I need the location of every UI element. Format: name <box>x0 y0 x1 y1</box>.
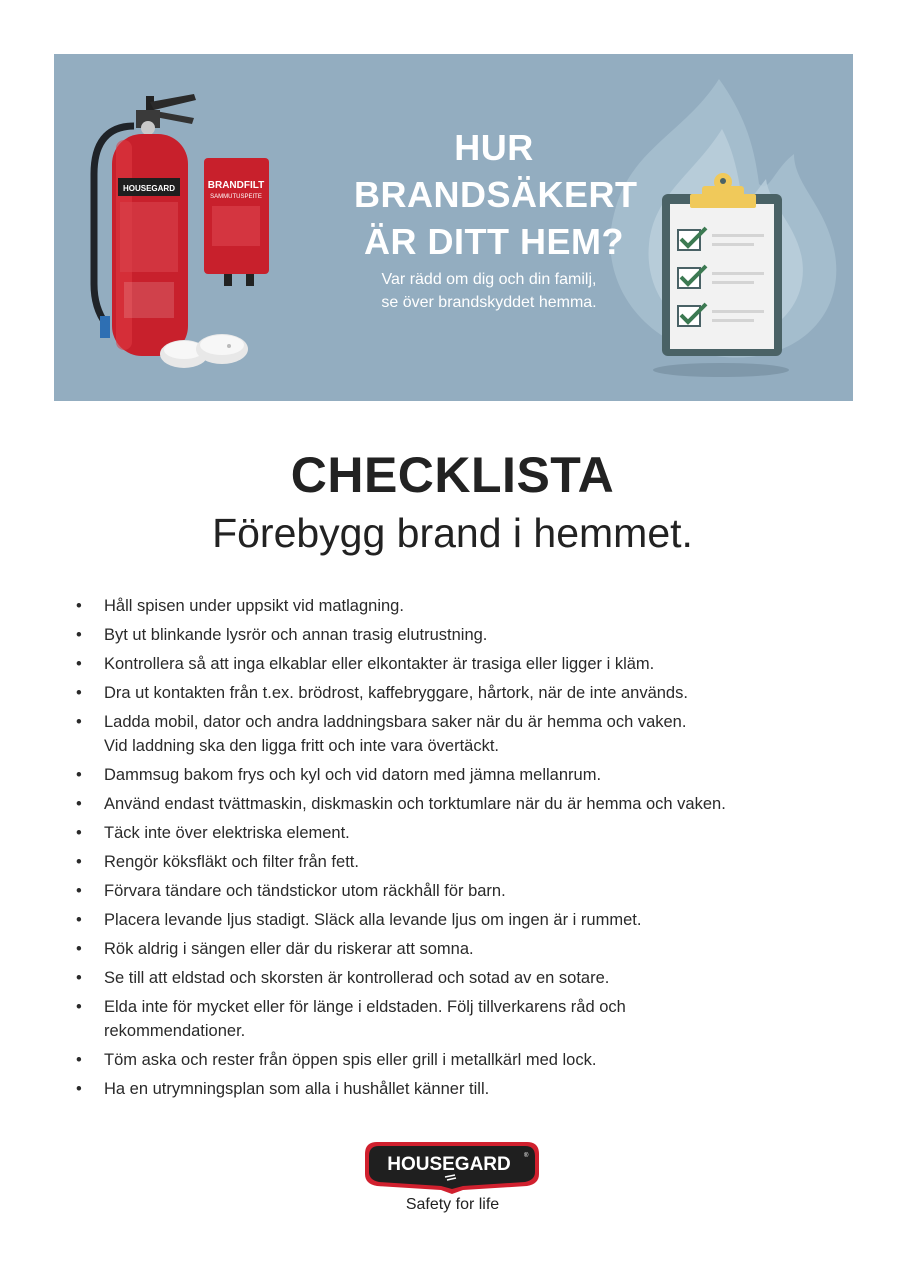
checklist-item-text: Täck inte över elektriska element. <box>104 824 350 842</box>
checklist-item <box>76 792 836 816</box>
subline-line: Var rädd om dig och din familj, <box>381 271 597 288</box>
bullet: • <box>76 940 82 958</box>
checklist-item-text: Dammsug bakom frys och kyl och vid datorn med jämna mellanrum. <box>104 766 602 784</box>
checklist-item <box>76 879 836 903</box>
bullet: • <box>76 597 82 615</box>
banner-subline <box>316 268 662 314</box>
checklist-item <box>76 652 836 676</box>
checklist-item-text: Kontrollera så att inga elkablar eller elkontakter är trasiga eller ligger i kläm. <box>104 655 655 673</box>
bullet: • <box>76 713 82 731</box>
checklist-item <box>76 995 836 1043</box>
bullet: • <box>76 766 82 784</box>
bullet: • <box>76 1051 82 1069</box>
checklist-item <box>76 821 836 845</box>
checklist-item <box>76 1077 836 1101</box>
checklist-item-text: Förvara tändare och tändstickor utom räckhåll för barn. <box>104 882 506 900</box>
checklist-item <box>76 681 836 705</box>
checklist-item-text: Vid laddning ska den ligga fritt och inte vara övertäckt. <box>104 737 500 755</box>
subline-line: se över brandskyddet hemma. <box>381 294 597 311</box>
svg-text:SAMMUTUSPEITE: SAMMUTUSPEITE <box>210 194 262 200</box>
checklist-item <box>76 1048 836 1072</box>
checklist-item-text: Elda inte för mycket eller för länge i eldstaden. Följ tillverkarens råd och <box>104 998 626 1016</box>
checklist-item-text: rekommendationer. <box>104 1022 246 1040</box>
logo-registered-mark: ® <box>524 1153 529 1159</box>
checklist-item-text: Placera levande ljus stadigt. Släck alla levande ljus om ingen är i rummet. <box>104 911 642 929</box>
checklist-item-text: Ha en utrymningsplan som alla i hushållet känner till. <box>104 1080 490 1098</box>
checklist-item <box>76 594 836 618</box>
fire-extinguisher-icon <box>94 94 196 356</box>
bullet: • <box>76 684 82 702</box>
logo-text: HOUSEGARD <box>387 1154 511 1175</box>
checklist-item-text: Se till att eldstad och skorsten är kontrollerad och sotad av en sotare. <box>104 969 610 987</box>
page-title: CHECKLISTA <box>290 447 615 503</box>
banner-headline <box>354 124 638 265</box>
headline-line: HUR <box>454 127 534 168</box>
bullet: • <box>76 853 82 871</box>
checklist-item-text: Töm aska och rester från öppen spis eller grill i metallkärl med lock. <box>104 1051 597 1069</box>
headline-line: BRANDSÄKERT <box>354 174 638 215</box>
bullet: • <box>76 998 82 1016</box>
svg-text:BRANDFILT: BRANDFILT <box>207 180 265 191</box>
hero-banner <box>54 54 853 401</box>
page-subtitle: Förebygg brand i hemmet. <box>212 510 693 556</box>
checklist <box>76 594 836 1106</box>
bullet: • <box>76 911 82 929</box>
checklist-item <box>76 937 836 961</box>
checklist-item <box>76 850 836 874</box>
checklist-item <box>76 623 836 647</box>
checklist-item-text: Dra ut kontakten från t.ex. brödrost, kaffebryggare, hårtork, när de inte används. <box>104 684 688 702</box>
checklist-item-text: Byt ut blinkande lysrör och annan trasig elutrustning. <box>104 626 488 644</box>
checklist-item-text: Ladda mobil, dator och andra laddningsbara saker när du är hemma och vaken. <box>104 713 687 731</box>
svg-text:HOUSEGARD: HOUSEGARD <box>122 184 176 193</box>
checklist-item-text: Rengör köksfläkt och filter från fett. <box>104 853 359 871</box>
checklist-item <box>76 908 836 932</box>
checklist-item <box>76 966 836 990</box>
bullet: • <box>76 655 82 673</box>
checklist-item <box>76 763 836 787</box>
bullet: • <box>76 626 82 644</box>
checklist-item <box>76 710 836 758</box>
tagline: Safety for life <box>405 1196 500 1213</box>
bullet: • <box>76 795 82 813</box>
housegard-logo <box>363 1140 541 1194</box>
checklist-item-text: Använd endast tvättmaskin, diskmaskin och torktumlare när du är hemma och vaken. <box>104 795 726 813</box>
fire-blanket-icon <box>204 158 269 286</box>
headline-line: ÄR DITT HEM? <box>364 221 624 262</box>
bullet: • <box>76 969 82 987</box>
checklist-item-text: Rök aldrig i sängen eller där du riskerar att somna. <box>104 940 474 958</box>
bullet: • <box>76 824 82 842</box>
bullet: • <box>76 882 82 900</box>
bullet: • <box>76 1080 82 1098</box>
clipboard-checklist-icon <box>662 173 782 356</box>
checklist-item-text: Håll spisen under uppsikt vid matlagning. <box>104 597 404 615</box>
